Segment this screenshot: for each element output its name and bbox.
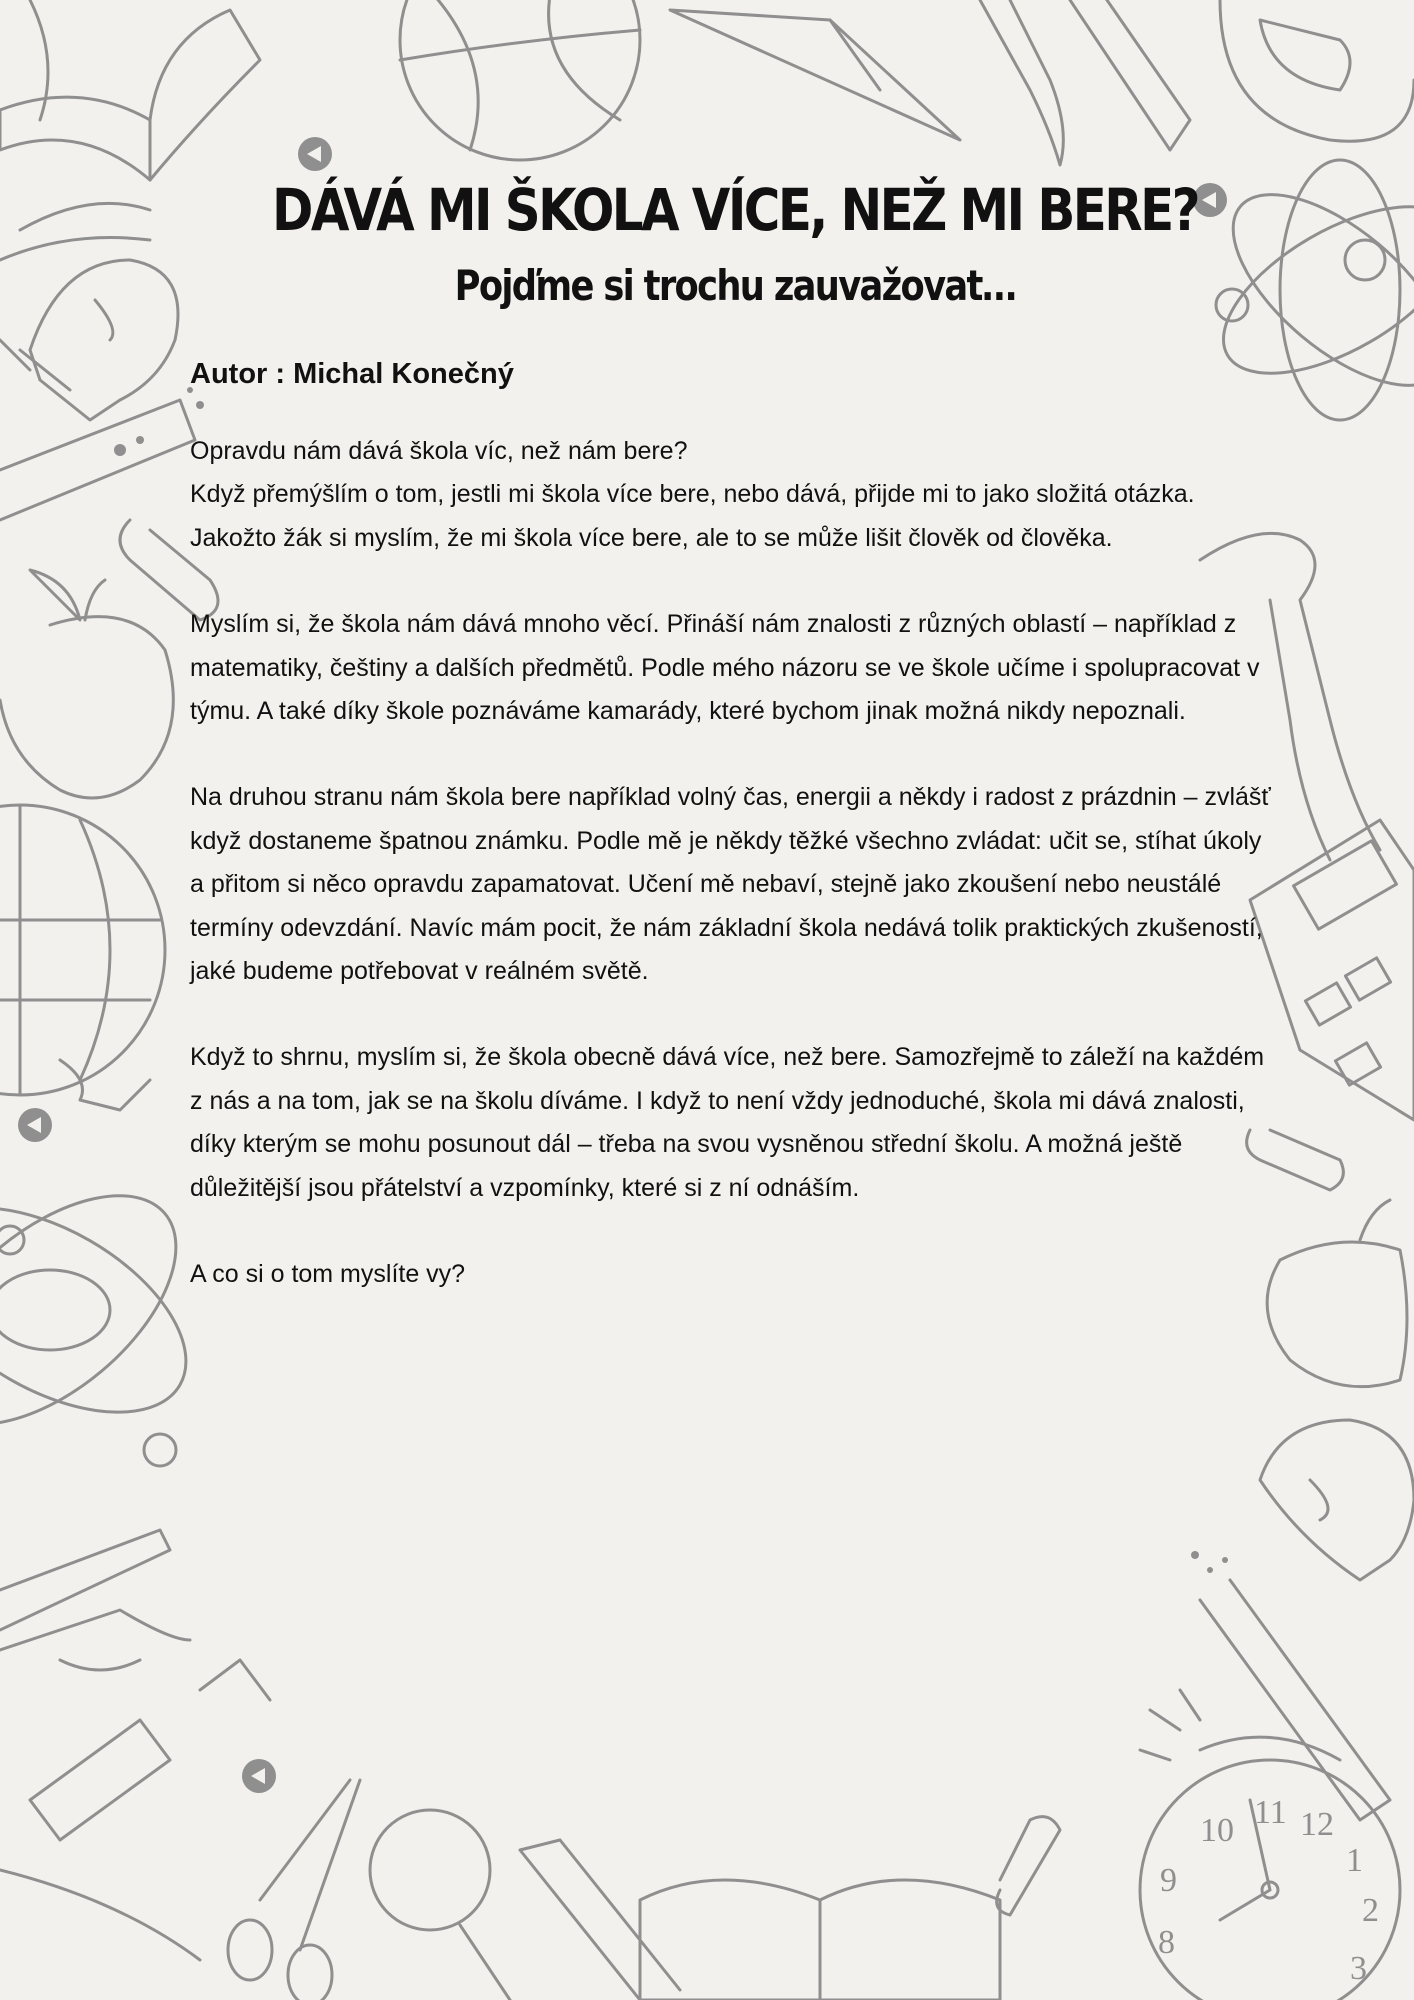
clock-number: 1 <box>1346 1842 1363 1879</box>
apple-icon <box>0 570 173 798</box>
clock-number: 2 <box>1362 1892 1379 1929</box>
magnifier-icon <box>370 1810 510 2000</box>
paragraph: Na druhou stranu nám škola bere například volný čas, energii a někdy i radost z prázdnin – zvlášť když dostaneme špatnou známku. Podle mě je někdy těžké všechno zvládat: učit se, stíhat úkoly a přitom si něco opravdu zapamatovat. Učení mě nebaví, stejně jako zkoušení nebo neustálé termíny odevzdání. Navíc mám pocit, že nám základní škola nedává tolik praktických zkušeností, jaké budeme potřebovat v reálném světě. <box>190 783 1271 986</box>
paragraph: A co si o tom myslíte vy? <box>190 1260 466 1289</box>
paper-plane-icon <box>670 10 960 140</box>
clock-number: 8 <box>1158 1924 1175 1961</box>
article-body <box>190 430 1280 1297</box>
clock-number: 9 <box>1160 1862 1177 1899</box>
apple-icon <box>1267 1200 1407 1387</box>
clock-number: 3 <box>1350 1950 1367 1987</box>
page-subtitle: Pojďme si trochu zauvažovat… <box>454 261 1016 310</box>
protractor-icon <box>1220 0 1414 141</box>
clock-number: 11 <box>1254 1794 1287 1831</box>
microscope-icon <box>0 1660 270 1960</box>
atom-icon <box>0 1152 220 1467</box>
paragraph: Myslím si, že škola nám dává mnoho věcí. Přináší nám znalosti z různých oblastí – například z matematiky, češtiny a dalších předmětů. Podle mého názoru se ve škole učíme i spolupracovat v týmu. A také díky škole poznáváme kamarády, které bychom jinak možná nikdy nepoznali. <box>190 610 1260 726</box>
globe-icon <box>0 805 165 1110</box>
clock-numbers <box>1130 1794 1414 2000</box>
lightbulb-icon <box>1260 1420 1414 1580</box>
paintbrush-icon <box>980 0 1063 165</box>
scissors-icon <box>228 1780 360 2000</box>
paragraph: Když to shrnu, myslím si, že škola obecně dává více, než bere. Samozřejmě to záleží na každém z nás a na tom, jak se na školu díváme. I když to není vždy jednoduché, škola mi dává znalosti, díky kterým se mohu posunout dál – třeba na svou vysněnou střední školu. A možná ještě důležitější jsou přátelství a vzpomínky, které si z ní odnáším. <box>190 1043 1265 1202</box>
page-title: DÁVÁ MI ŠKOLA VÍCE, NEŽ MI BERE? <box>272 176 1198 244</box>
test-tube-icon <box>1191 1551 1390 1820</box>
pencil-icon <box>0 1530 190 1670</box>
author-line: Autor : Michal Konečný <box>190 358 514 390</box>
pencil-icon <box>1070 0 1190 150</box>
book-icon <box>640 1880 1000 2000</box>
arrow-marker-icon <box>298 137 332 171</box>
arrow-marker-icon <box>18 1108 52 1142</box>
test-tube-icon <box>0 387 204 520</box>
paragraph: Opravdu nám dává škola víc, než nám bere? Když přemýšlím o tom, jestli mi škola více bere, nebo dává, přijde mi to jako složitá otázka. Jakožto žák si myslím, že mi škola více bere, ale to se může lišit člověk od člověka. <box>190 437 1195 552</box>
clock-number: 10 <box>1200 1812 1234 1849</box>
clock-number: 12 <box>1300 1806 1334 1843</box>
ball-icon <box>400 0 640 160</box>
pencil-icon <box>520 1840 680 2000</box>
arrow-marker-icon <box>242 1759 276 1793</box>
lightbulb-icon <box>0 260 178 420</box>
paperclip-icon <box>997 1817 1060 1915</box>
document-content <box>190 170 1280 1340</box>
